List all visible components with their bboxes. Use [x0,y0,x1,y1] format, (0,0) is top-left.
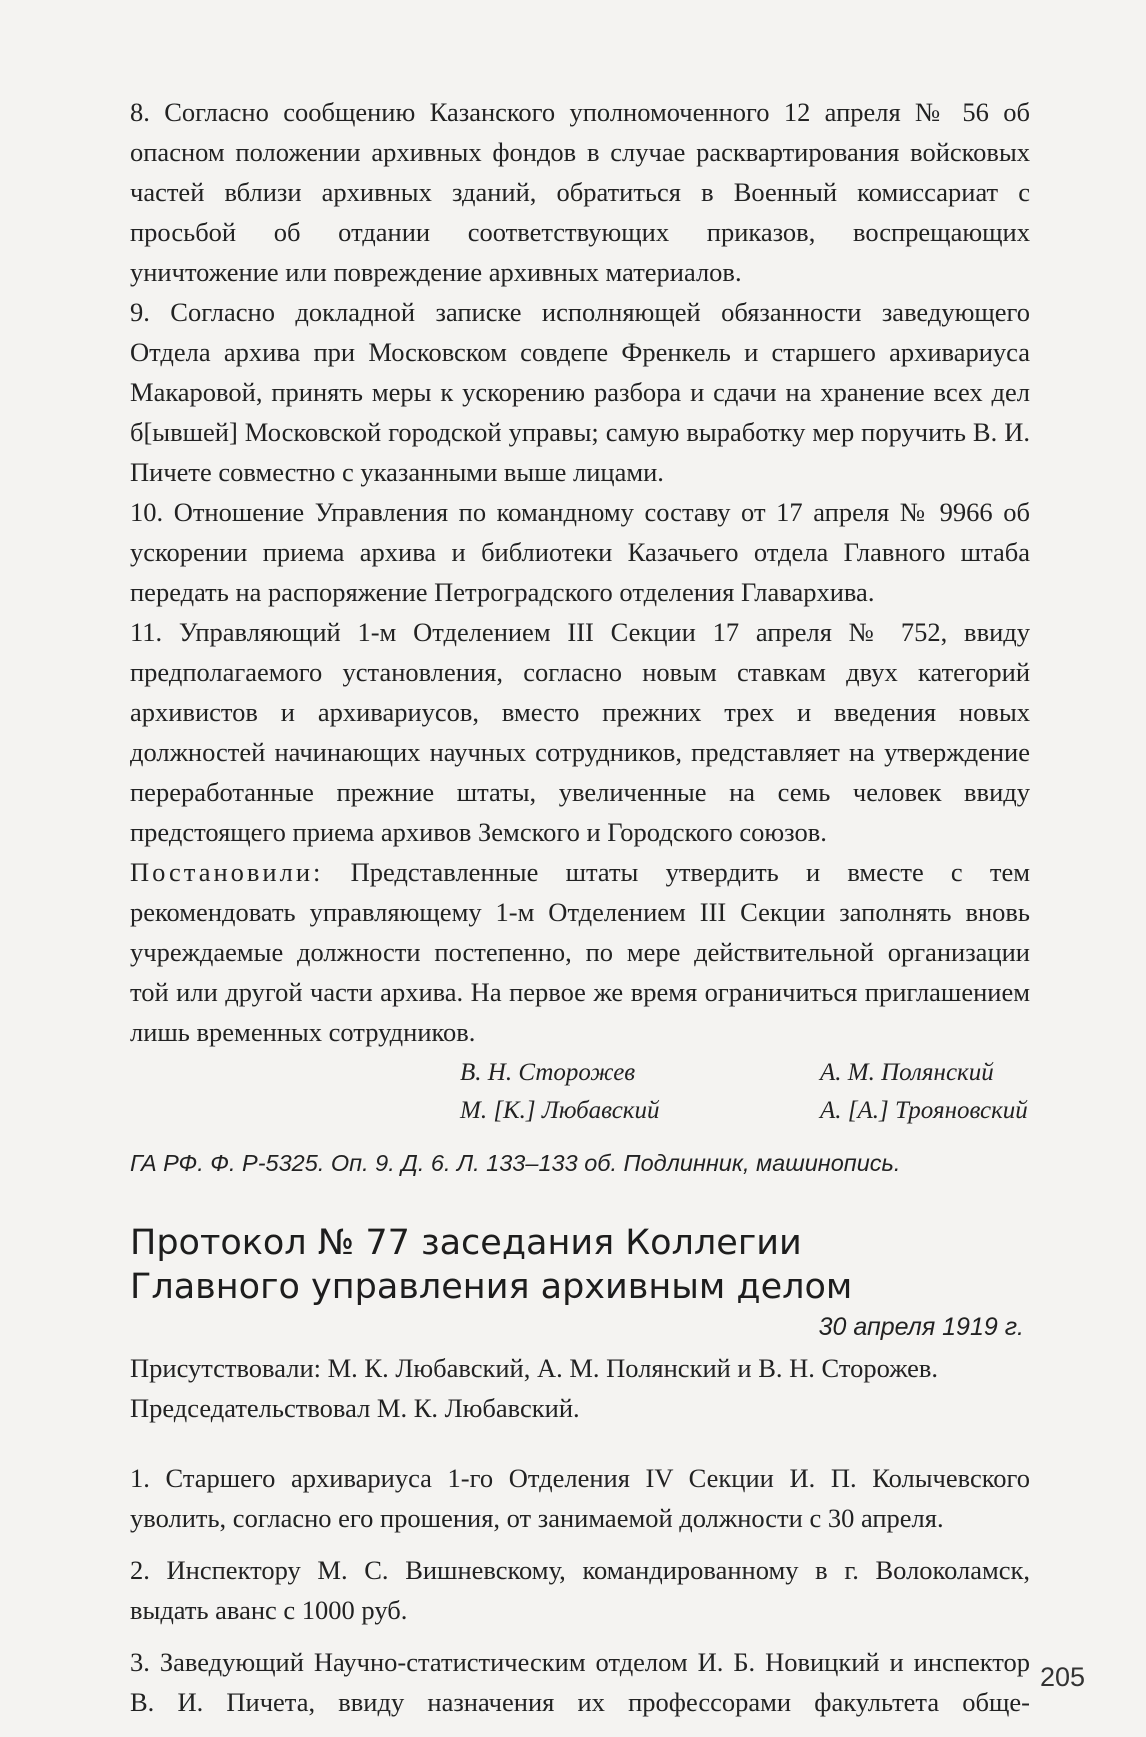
signature-row [130,1092,1030,1130]
paragraph-3: 3. Заведующий Научно-статистическим отделом И. Б. Новицкий и инспектор В. И. Пичета, ввиду назначения их профессорами факультета обще- [130,1647,1030,1717]
signatures [130,1054,1030,1130]
signature-storozhev: В. Н. Сторожев [460,1059,636,1086]
attendance-chair: Председательствовал М. К. Любавский. [130,1393,580,1423]
paragraph-1: 1. Старшего архивариуса 1-го Отделения IV Секции И. П. Колычевского уволить, согласно его прошения, от занимаемой должности с 30 апреля. [130,1463,1030,1533]
paragraph-2: 2. Инспектору М. С. Вишневскому, командированному в г. Волоколамск, выдать аванс с 1000 руб. [130,1555,1030,1625]
heading-line-1: Протокол № 77 заседания Коллегии [130,1223,802,1263]
paragraph-11: 11. Управляющий 1-м Отделением III Секции 17 апреля № 752, ввиду предполагаемого установления, согласно новым ставкам двух категорий архивистов и архивариусов, вместо прежних трех и введения новых должностей начинающих научных сотрудников, представляет на утверждение переработанные прежние штаты, увеличенные на семь человек ввиду предстоящего приема архивов Земского и Городского союзов. [130,617,1030,847]
heading-line-2: Главного управления архивным делом [130,1267,853,1307]
resolution-paragraph [130,852,1030,1052]
paragraph-8: 8. Согласно сообщению Казанского уполномоченного 12 апреля № 56 об опасном положении архивных фондов в случае расквартирования войсковых частей вблизи архивных зданий, обратиться в Военный комиссариат с просьбой об отдании соответствующих приказов, воспрещающих уничтожение или повреждение архивных материалов. [130,97,1030,287]
signature-row [130,1054,1030,1092]
archival-source: ГА РФ. Ф. Р-5325. Оп. 9. Д. 6. Л. 133–133 об. Подлинник, машинопись. [130,1150,901,1176]
page-content [130,92,1030,1722]
page-number: 205 [1040,1662,1086,1692]
paragraph-9: 9. Согласно докладной записке исполняющей обязанности заведующего Отдела архива при Московском совдепе Френкель и старшего архивариуса Макаровой, принять меры к ускорению разбора и сдачи на хранение всех дел б[ывшей] Московской городской управы; самую выработку мер поручить В. И. Пичете совместно с указанными выше лицами. [130,297,1030,487]
signature-polyansky: А. М. Полянский [820,1059,994,1086]
signature-lyubavsky: М. [К.] Любавский [460,1097,660,1124]
protocol-date: 30 апреля 1919 г. [818,1313,1024,1341]
paragraph-10: 10. Отношение Управления по командному составу от 17 апреля № 9966 об ускорении приема архива и библиотеки Казачьего отдела Главного штаба передать на распоряжение Петроградского отделения Главархива. [130,497,1030,607]
signature-troyanovsky: А. [А.] Трояновский [820,1097,1028,1124]
protocol-heading [130,1221,1030,1309]
resolution-text: Представленные штаты утвердить и вместе с тем рекомендовать управляющему 1-м Отделением III Секции заполнять вновь учреждаемые должности постепенно, по мере действительной организации той или другой части архива. На первое же время ограничиться приглашением лишь временных сотрудников. [130,857,1030,1047]
attendance-present: Присутствовали: М. К. Любавский, А. М. Полянский и В. Н. Сторожев. [130,1353,939,1383]
resolution-label: Постановили: [130,857,324,887]
